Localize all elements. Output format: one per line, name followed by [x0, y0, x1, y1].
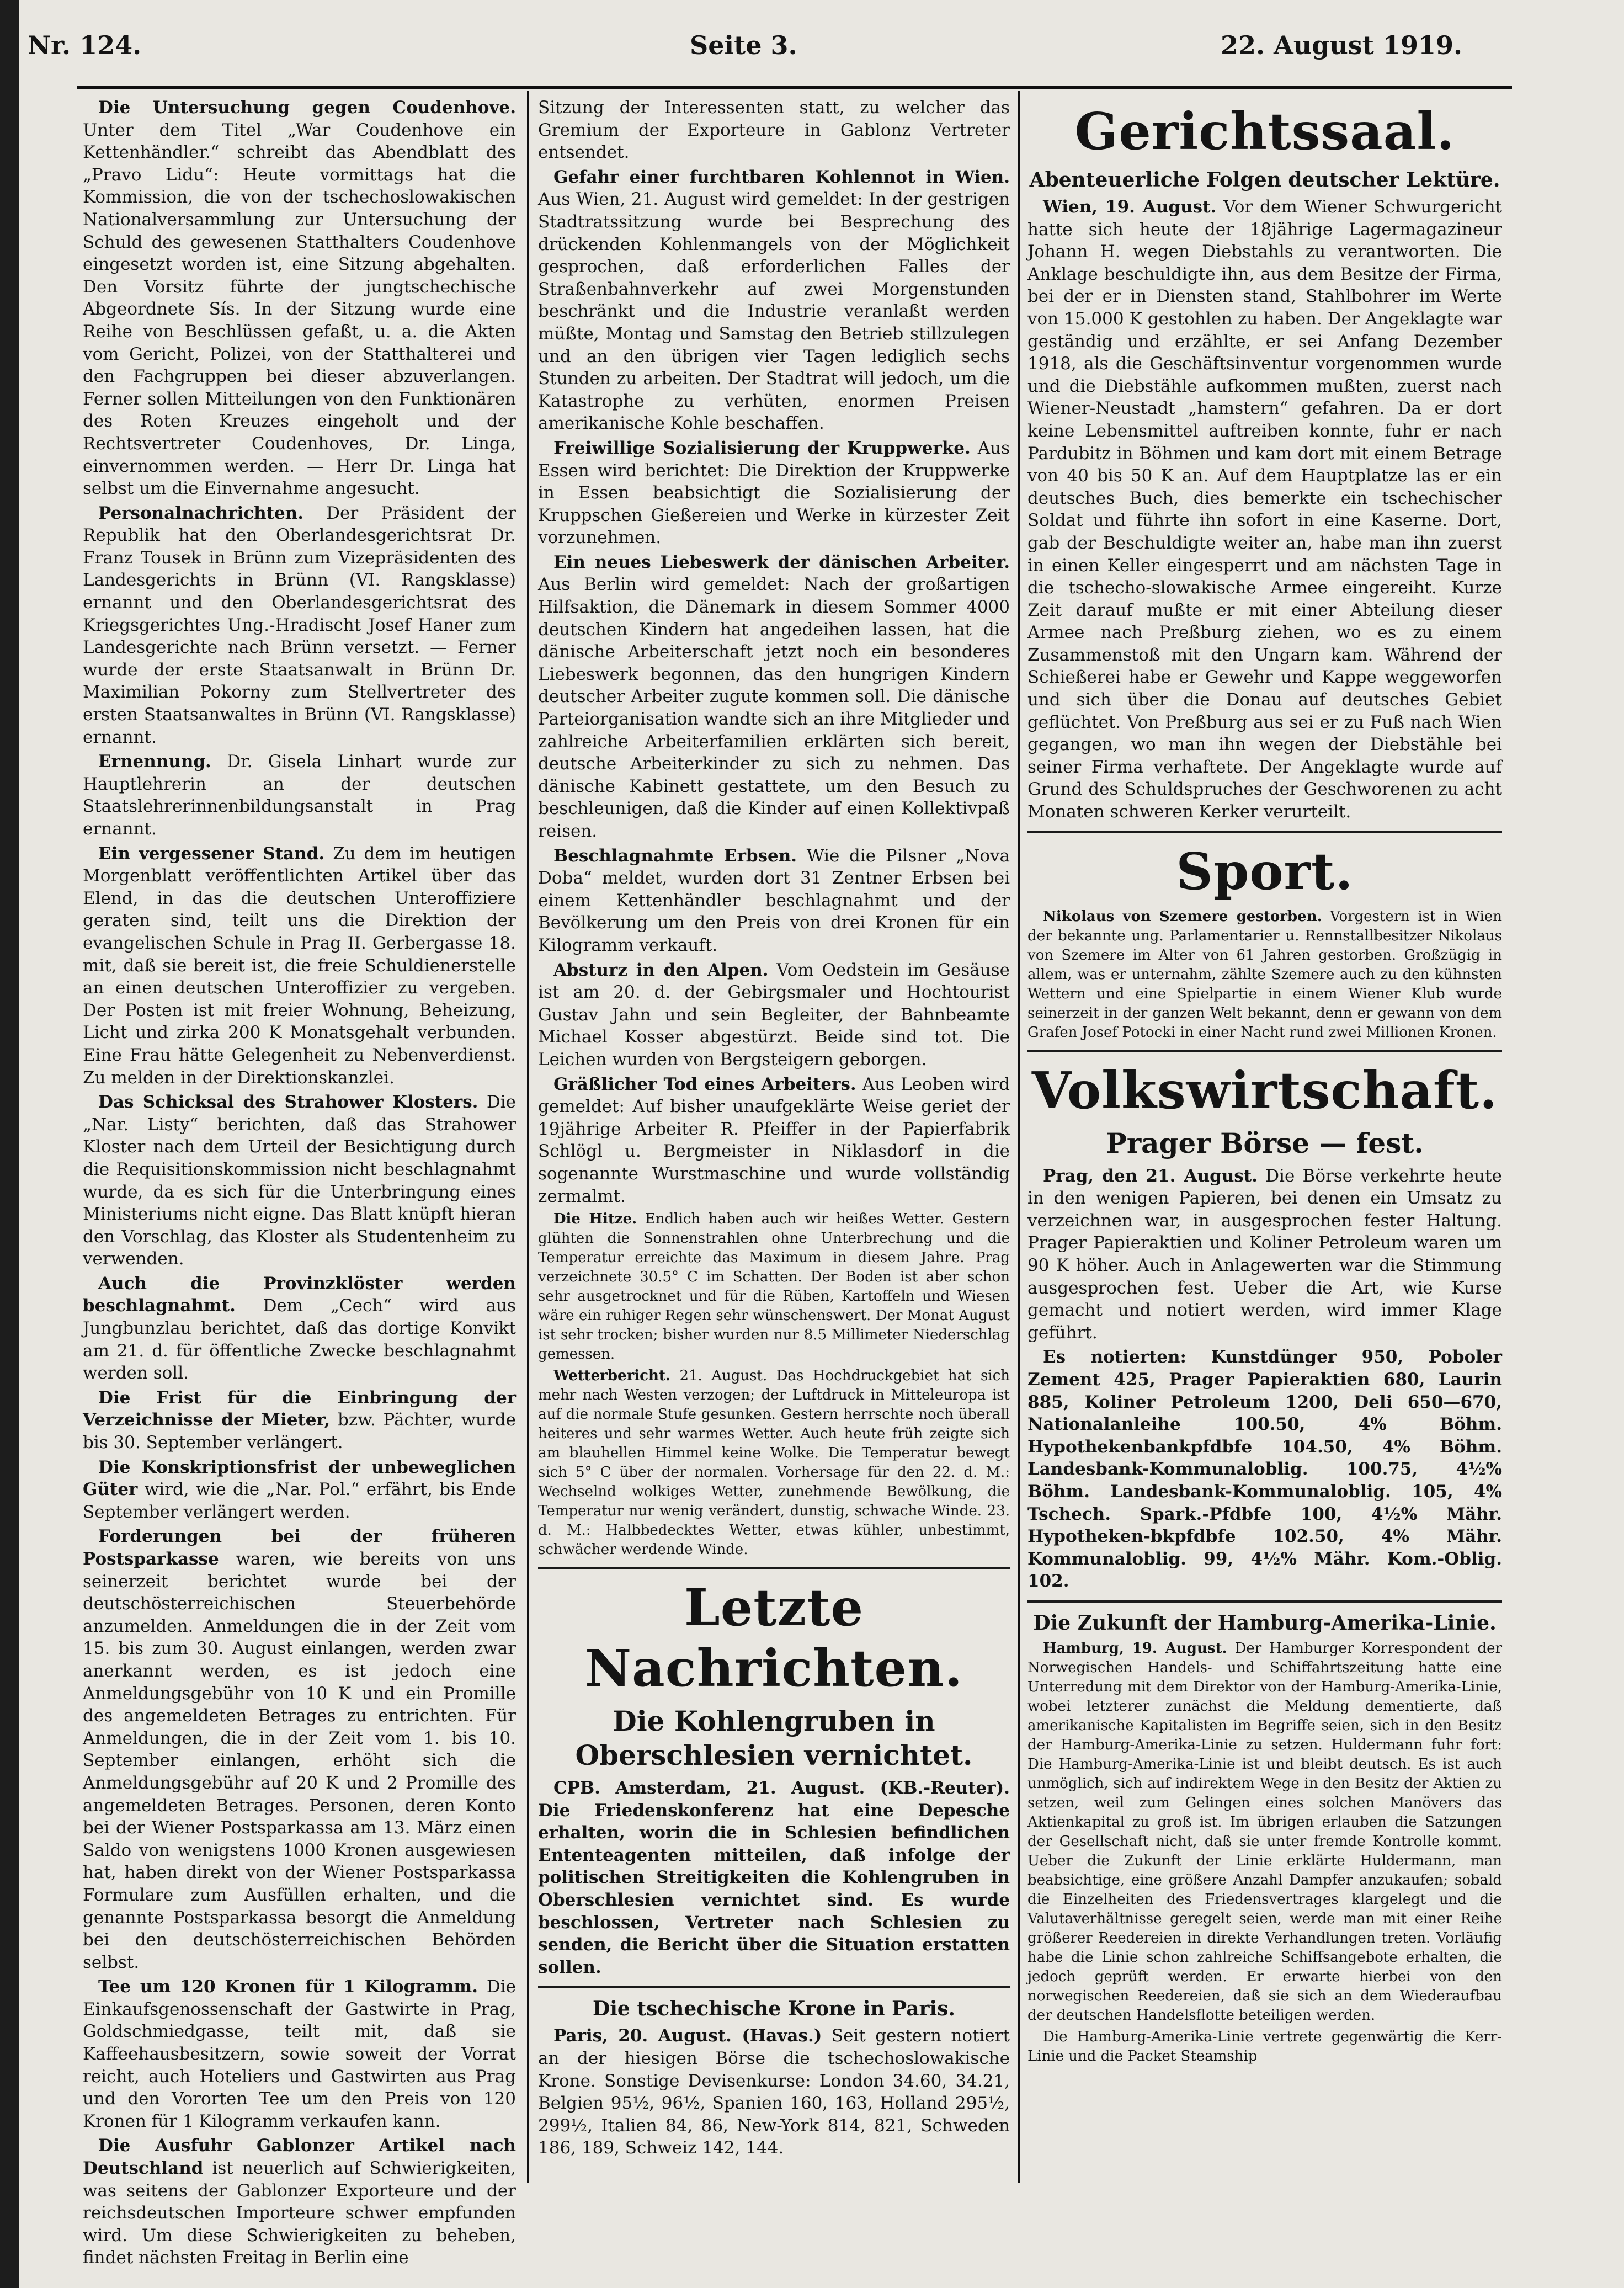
headline-prager-boerse: Prager Börse — fest.	[1106, 1126, 1424, 1159]
scan-edge	[0, 0, 19, 2288]
section-rule	[1027, 1050, 1502, 1052]
page-number: Seite 3.	[690, 30, 797, 60]
article-heading: Ein vergessener Stand.	[98, 843, 325, 864]
article-heading: Die Untersuchung gegen Coudenhove.	[98, 98, 516, 118]
article-text: Seit gestern notiert an der hiesigen Börse die tschechoslowakische Krone. Sonstige Devisenkurse: London 34.60, 34.21, Belgien 95½, 96½, Spanien 160, 163, Holland 295½, 299½, Italien 84, 86, New-York 814, 821, Schweden 186, 189, Schweiz 142, 144.	[538, 2026, 1010, 2158]
article-text: bzw. Pächter, wurde bis 30. September verlängert.	[83, 1410, 516, 1453]
article-heading: Die Konskriptionsfrist der unbeweglichen Güter	[83, 1457, 516, 1500]
article-heading: Die Frist für die Einbringung der Verzeichnisse der Mieter,	[83, 1387, 516, 1430]
article-text: Dr. Gisela Linhart wurde zur Hauptlehrerin an der deutschen Staatslehrerinnenbildungsanstalt in Prag ernannt.	[83, 752, 516, 839]
headline-tschechische-krone: Die tschechische Krone in Paris.	[593, 1997, 955, 2021]
article-heading: CPB. Amsterdam, 21. August. (KB.-Reuter).	[553, 1778, 1010, 1799]
article-text: Aus Berlin wird gemeldet: Nach der großartigen Hilfsaktion, die Dänemark in diesem Sommer 4000 deutschen Kindern hat angedeihen lassen, hat die dänische Arbeiterschaft jetzt noch ein besonderes Liebeswerk begonnen, das den hungrigen Kindern deutscher Arbeiter zugute kommen soll. Die dänische Parteiorganisation wandte sich an ihre Mitglieder und zahlreiche Arbeiterfamilien erklärten sich bereit, deutsche Arbeiterkinder zu sich zu nehmen. Das dänische Kabinett gestattete, um den Besuch zu beschleunigen, daß die Kinder auf einen Kollektivpaß reisen.	[538, 574, 1010, 841]
article-heading: Personalnachrichten.	[98, 503, 303, 523]
column-divider-1	[527, 91, 529, 2183]
article-text: Vorgestern ist in Wien der bekannte ung. Parlamentarier u. Rennstallbesitzer Nikolaus von Szemere im Alter von 61 Jahren gestorben. Großzügig in allem, was er unternahm, zählte Szemere auch zu den kühnsten Wettern und eine Spielpartie in einem Wiener Klub wurde seinerzeit in der ganzen Welt bekannt, denn er gewann von dem Grafen Josef Potocki in einer Nacht rund zwei Millionen Kronen.	[1027, 908, 1503, 1041]
article-text: Die Hamburg-Amerika-Linie vertrete gegenwärtig die Kerr-Linie und die Packet Steamship	[1027, 2028, 1502, 2064]
issue-number: Nr. 124.	[28, 30, 142, 60]
article-heading: Absturz in den Alpen.	[553, 960, 769, 980]
section-rule	[538, 1567, 1010, 1569]
article-heading: Gräßlicher Tod eines Arbeiters.	[553, 1074, 856, 1094]
article-text: Die Börse verkehrte heute in den wenigen Papieren, bei denen ein Umsatz zu verzeichnen war, in ausgesprochen fester Haltung. Prager Papieraktien und Koliner Petroleum waren um 90 K höher. Auch in Anlagewerten war die Stimmung ausgesprochen fest. Ueber die Art, wie Kurse gemacht und notiert werden, wird immer Klage geführt.	[1027, 1166, 1502, 1343]
article-heading: Die Hitze.	[553, 1211, 637, 1228]
header-rule	[77, 86, 1512, 89]
article-text: Der Präsident der Republik hat den Oberlandesgerichtsrat Dr. Franz Tousek in Brünn zum Vizepräsidenten des Landesgerichts in Brünn (VI. Rangsklasse) ernannt und den Oberlandesgerichtsrat des Kriegsgerichtes Ung.-Hradischt Josef Haner zum Landesgerichte nach Brünn versetzt. — Ferner wurde der erste Staatsanwalt in Brünn Dr. Maximilian Pokorny zum Stellvertreter des ersten Staatsanwaltes in Brünn (VI. Rangsklasse) ernannt.	[83, 503, 516, 747]
article-text: Der Hamburger Korrespondent der Norwegischen Handels- und Schiffahrtszeitung hatte eine Unterredung mit dem Direktor von der Hamburg-Amerika-Linie, wobei letzterer zunächst die Meldung dementierte, daß amerikanische Kapitalisten im Begriffe seien, sich in den Besitz der Hamburg-Amerika-Linie zu setzen. Huldermann fuhr fort: Die Hamburg-Amerika-Linie ist und bleibt deutsch. Es ist auch unmöglich, sich auf indirektem Wege in den Besitz der Aktien zu setzen, weil zum Gelingen eines solchen Manövers das Aktienkapital zu groß ist. Im übrigen erlauben die Satzungen der Gesellschaft nicht, daß sie unter fremde Kontrolle kommt. Ueber die Zukunft der Linie erklärte Huldermann, man beabsichtige, eine größere Anzahl Dampfer anzukaufen; sobald die Einzelheiten des Friedensvertrages klargelegt und die Valutaverhältnisse geregelt seien, werde man mit einer Reihe größerer Reedereien in direkte Verhandlungen treten. Vorläufig habe die Linie schon zahlreiche Schiffsangebote erhalten, die jedoch geprüft werden. Er erwarte hierbei von den norwegischen Reedereien, daß sie sich an dem Wiederaufbau der deutschen Handelsflotte beteiligen werden.	[1027, 1640, 1502, 2024]
headline-hamburg-amerika: Die Zukunft der Hamburg-Amerika-Linie.	[1033, 1611, 1497, 1635]
section-title-volkswirtschaft: Volkswirtschaft.	[1031, 1060, 1498, 1120]
article-text: Aus Essen wird berichtet: Die Direktion der Kruppwerke in Essen beabsichtigt die Sozialisierung der Kruppschen Gießereien und Werke in kürzester Zeit vorzunehmen.	[538, 438, 1010, 548]
article-heading: Forderungen bei der früheren Postsparkasse	[83, 1526, 516, 1569]
article-text: Zu dem im heutigen Morgenblatt veröffentlichten Artikel über das Elend, in das die deutschen Unteroffiziere geraten sind, teilt uns die Direktion der evangelischen Schule in Prag II. Gerbergasse 18. mit, daß sie bereit ist, die freie Schuldienerstelle an einen deutschen Unteroffizier zu vergeben. Der Posten ist mit freier Wohnung, Beheizung, Licht und zirka 200 K Monatsgehalt verbunden. Eine Frau hätte Gelegenheit zu Nebenverdienst. Zu melden in der Direktionskanzlei.	[83, 843, 516, 1088]
section-rule	[538, 1986, 1010, 1988]
article-text: Wie die Pilsner „Nova Doba“ meldet, wurden dort 31 Zentner Erbsen bei einem Kettenhändler beschlagnahmt und der Bevölkerung um den Preis von drei Kronen für ein Kilogramm verkauft.	[538, 845, 1010, 955]
article-text: Aus Wien, 21. August wird gemeldet: In der gestrigen Stadtratssitzung wurde bei Besprechung des drückenden Kohlenmangels von der Möglichkeit gesprochen, daß erforderlichen Falles der Straßenbahnverkehr auf zwei Morgenstunden beschränkt und die Industrie veranlaßt werden müßte, Montag und Samstag den Betrieb stillzulegen und an den übrigen vier Tagen lediglich sechs Stunden zu arbeiten. Der Stadtrat will jedoch, um die Katastrophe zu verhüten, enormen Preisen amerikanische Kohle beschaffen.	[538, 189, 1010, 434]
section-rule	[1027, 831, 1502, 833]
article-heading: Beschlagnahmte Erbsen.	[553, 845, 797, 866]
article-text: waren, wie bereits von uns seinerzeit berichtet wurde bei der deutschösterreichischen Steuerbehörde anzumelden. Anmeldungen die in der Zeit vom 15. bis zum 30. August einlangen, werden zwar anerkannt werden, es ist jedoch eine Anmeldungsgebühr von 10 K und ein Promille des angemeldeten Betrages zu entrichten. Für Anmeldungen, die in der Zeit vom 1. bis 10. September einlangen, erhöht sich die Anmeldungsgebühr auf 20 K und 2 Promille des angemeldeten Betrages. Personen, deren Konto bei der Wiener Postsparkassa am 13. März einen Saldo von wenigstens 1000 Kronen ausgewiesen hat, haben direkt von der Wiener Postsparkassa Formulare zum Ausfüllen erhalten, und die genannte Postsparkassa besorgt die Anmeldung bei den deutschösterreichischen Behörden selbst.	[83, 1549, 517, 1972]
article-heading: Ernennung.	[98, 752, 211, 772]
headline-kohlengruben: Die Kohlengruben in Oberschlesien vernichtet.	[575, 1705, 973, 1772]
headline-lektuere: Abenteuerliche Folgen deutscher Lektüre.	[1029, 168, 1500, 191]
article-text: wird, wie die „Nar. Pol.“ erfährt, bis Ende September verlängert werden.	[83, 1480, 517, 1522]
article-text: Vom Oedstein im Gesäuse ist am 20. d. der Gebirgsmaler und Hochtourist Gustav Jahn und sein Begleiter, der Bahnbeamte Michael Kosser abgestürzt. Beide sind tot. Die Leichen wurden von Bergsteigern geborgen.	[538, 960, 1010, 1069]
article-text: Dem „Cech“ wird aus Jungbunzlau berichtet, daß das dortige Konvikt am 21. d. für öffentliche Zwecke beschlagnahmt werden soll.	[83, 1296, 516, 1384]
page-header	[28, 30, 1462, 80]
article-text: Die „Nar. Listy“ berichten, daß das Strahower Kloster nach dem Urteil der Besichtigung durch die Requisitionskommission nicht beschlagnahmt wurde, da es sich für die Unterbringung eines Ministeriums nicht eigne. Das Blatt knüpft hieran den Vorschlag, das Kloster als Studentenheim zu verwenden.	[83, 1092, 517, 1269]
article-text: Die Einkaufsgenossenschaft der Gastwirte in Prag, Goldschmiedgasse, teilt mit, daß sie Kaffeehausbesitzern, sowie soweit der Vorrat reicht, auch Hoteliers und Gastwirten aus Prag und den Vororten Tee um den Preis von 120 Kronen für 1 Kilogramm verkaufen kann.	[83, 1977, 516, 2131]
section-title-letzte-nachrichten: Letzte Nachrichten.	[585, 1578, 963, 1699]
article-text: ist neuerlich auf Schwierigkeiten, was seitens der Gablonzer Exporteure und der reichsdeutschen Importeure schwer empfunden wird. Um diese Schwierigkeiten zu beheben, findet nächsten Freitag in Berlin eine	[83, 2158, 516, 2268]
article-text: Aus Leoben wird gemeldet: Auf bisher unaufgeklärte Weise geriet der 19jährige Arbeiter R. Pfeiffer in der Papierfabrik Schlögl u. Bergmeister in Niklasdorf in die sogenannte Wurstmaschine und wurde vollständig zermalmt.	[538, 1074, 1010, 1206]
article-heading: Gefahr einer furchtbaren Kohlennot in Wien.	[553, 167, 1010, 187]
article-heading: Wien, 19. August.	[1043, 197, 1217, 217]
article-text: Die Friedenskonferenz hat eine Depesche erhalten, worin die in Schlesien befindlichen Ententeagenten mitteilen, daß infolge der politischen Streitigkeiten die Kohlengruben in Oberschlesien vernichtet sind. Es wurde beschlossen, Vertreter nach Schlesien zu senden, die Bericht über die Situation erstatten sollen.	[538, 1800, 1010, 1977]
section-title-gerichtssaal: Gerichtssaal.	[1074, 102, 1455, 161]
article-heading: Es notierten:	[1043, 1347, 1186, 1368]
article-heading: Hamburg, 19. August.	[1043, 1640, 1227, 1657]
section-title-sport: Sport.	[1176, 841, 1354, 901]
article-text: Vor dem Wiener Schwurgericht hatte sich heute der 18jährige Lagermagazineur Johann H. wegen Diebstahls zu verantworten. Die Anklage beschuldigte ihn, aus dem Besitze der Firma, bei der er in Diensten stand, Stahlbohrer im Werte von 15.000 K gestohlen zu haben. Der Angeklagte war geständig und erzählte, er sei Anfang Dezember 1918, als die Geschäftsinventur vorgenommen wurde und die Diebstähle aufkommen mußten, zuerst nach Wiener-Neustadt „hamstern“ gefahren. Da er dort keine Lebensmittel auftreiben konnte, fuhr er nach Pardubitz in Böhmen und kam dort mit einem Betrage von 40 bis 50 K an. Auf dem Hauptplatze las er ein deutsches Buch, dies bemerkte ein tschechischer Soldat und führte ihn sofort in eine Kaserne. Dort, gab der Beschuldigte weiter an, habe man ihn zuerst in einen Keller eingesperrt und am nächsten Tage in die tschecho-slowakische Armee eingereiht. Kurze Zeit darauf mußte er mit einer Abteilung dieser Armee nach Preßburg ziehen, wo es zu einem Zusammenstoß mit den Ungarn kam. Während der Schießerei habe er Gewehr und Kappe weggeworfen und sich über die Donau auf deutsches Gebiet geflüchtet. Von Preßburg aus sei er zu Fuß nach Wien gegangen, wo man ihn wegen der Diebstähle bei seiner Firma verhaftete. Der Angeklagte wurde auf Grund des Schuldspruches der Geschworenen zu acht Monaten schweren Kerker verurteilt.	[1027, 197, 1502, 822]
column-divider-2	[1018, 91, 1020, 2183]
article-heading: Wetterbericht.	[553, 1368, 670, 1385]
article-heading: Freiwillige Sozialisierung der Kruppwerke.	[553, 438, 971, 458]
article-heading: Paris, 20. August. (Havas.)	[553, 2026, 822, 2046]
column-3	[1027, 97, 1502, 2194]
column-2	[538, 97, 1010, 2194]
article-text: 21. August. Das Hochdruckgebiet hat sich mehr nach Westen verzogen; der Luftdruck in Mitteleuropa ist auf die normale Stufe gesunken. Gestern herrschte noch überall heiteres und sehr warmes Wetter. Auch heute früh zeigte sich am blauhellen Himmel keine Wolke. Die Temperatur bewegt sich 5° C über der normalen. Vorhersage für den 22. d. M.: Wechselnd wolkiges Wetter, zunehmende Bewölkung, die Temperatur nur wenig verändert, dunstig, schwache Winde. 23. d. M.: Halbbedecktes Wetter, etwas kühler, unbestimmt, schwächer werdende Winde.	[538, 1368, 1010, 1558]
article-heading: Das Schicksal des Strahower Klosters.	[98, 1092, 478, 1113]
section-rule	[1027, 1600, 1502, 1603]
article-heading: Die Ausfuhr Gablonzer Artikel nach Deutschland	[83, 2136, 516, 2179]
column-1	[83, 97, 517, 2268]
article-heading: Ein neues Liebeswerk der dänischen Arbeiter.	[553, 552, 1010, 572]
article-heading: Auch die Provinzklöster werden beschlagnahmt.	[83, 1273, 516, 1316]
article-heading: Tee um 120 Kronen für 1 Kilogramm.	[98, 1977, 478, 1997]
article-text: Endlich haben auch wir heißes Wetter. Gestern glühten die Sonnenstrahlen ohne Unterbrechung und die Temperatur erreichte das Maximum in diesem Jahre. Prag verzeichnete 30.5° C im Schatten. Der Boden ist aber schon sehr ausgetrocknet und für die Rüben, Kartoffeln und Wiesen wäre ein ruhiger Regen sehr wünschenswert. Der Monat August ist sehr trocken; bisher wurden nur 8.5 Millimeter Niederschlag gemessen.	[538, 1211, 1010, 1363]
article-text: Unter dem Titel „War Coudenhove ein Kettenhändler.“ schreibt das Abendblatt des „Pravo Lidu“: Heute vormittags hat die Kommission, die von der tschechoslowakischen Nationalversammlung zur Untersuchung der Schuld des gewesenen Statthalters Coudenhove eingesetzt worden ist, eine Sitzung abgehalten. Den Vorsitz führte der jungtschechische Abgeordnete Sís. In der Sitzung wurde eine Reihe von Beschlüssen gefaßt, u. a. die Akten vom Gericht, Polizei, von der Statthalterei und den Fachgruppen bei dieser abzuverlangen. Ferner sollen Mitteilungen von den Funktionären des Roten Kreuzes eingeholt und der Rechtsvertreter Coudenhoves, Dr. Linga, einvernommen werden. — Herr Dr. Linga hat selbst um die Einvernahme angesucht.	[83, 120, 516, 499]
issue-date: 22. August 1919.	[1221, 30, 1462, 60]
article-heading: Nikolaus von Szemere gestorben.	[1043, 908, 1322, 925]
article-heading: Prag, den 21. August.	[1043, 1166, 1258, 1186]
article-text: Sitzung der Interessenten statt, zu welcher das Gremium der Exporteure in Gablonz Vertreter entsendet.	[538, 98, 1010, 163]
article-text: Kunstdünger 950, Poboler Zement 425, Prager Papieraktien 680, Laurin 885, Koliner Petroleum 1200, Deli 650—670, Nationalanleihe 100.50, 4% Böhm. Hypothekenbankpfdbfe 104.50, 4% Böhm. Landesbank-Kommunaloblig. 100.75, 4½% Böhm. Landesbank-Kommunaloblig. 105, 4% Tschech. Spark.-Pfdbfe 100, 4½% Mähr. Hypotheken-bkpfdbfe 102.50, 4% Mähr. Kommunaloblig. 99, 4½% Mähr. Kom.-Oblig. 102.	[1027, 1347, 1503, 1592]
